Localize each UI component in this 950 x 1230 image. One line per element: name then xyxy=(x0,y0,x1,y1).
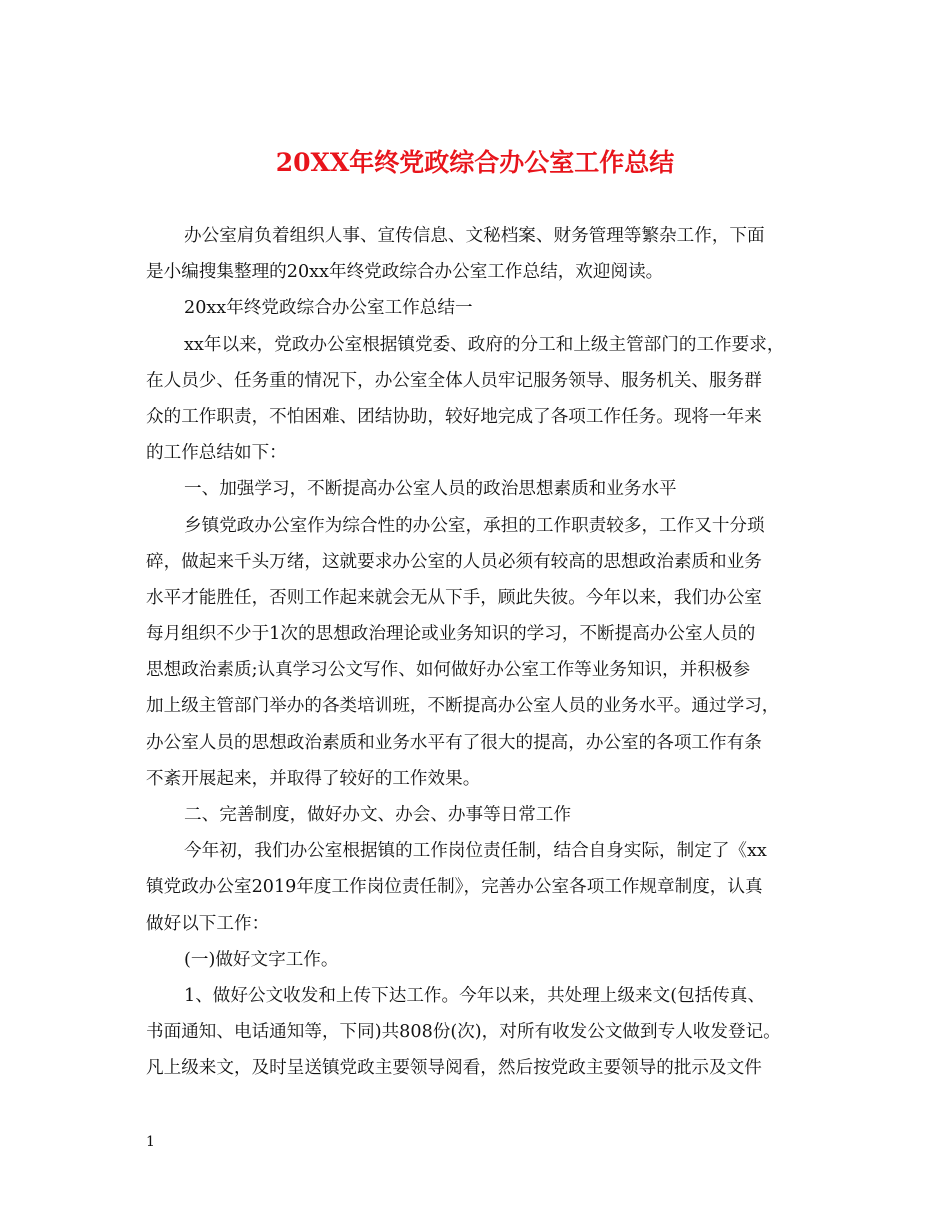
paragraph-line: 书面通知、电话通知等，下同)共808份(次)，对所有收发公文做到专人收发登记。 xyxy=(146,1022,781,1043)
paragraph-line: 今年初，我们办公室根据镇的工作岗位责任制，结合自身实际，制定了《xx xyxy=(184,841,767,862)
page-number: 1 xyxy=(146,1134,155,1150)
subsection-heading: (一)做好文字工作。 xyxy=(184,949,339,970)
paragraph-line: 每月组织不少于1次的思想政治理论或业务知识的学习，不断提高办公室人员的 xyxy=(146,624,756,645)
paragraph-line: 凡上级来文，及时呈送镇党政主要领导阅看，然后按党政主要领导的批示及文件 xyxy=(146,1058,762,1079)
paragraph-line: 镇党政办公室2019年度工作岗位责任制》，完善办公室各项工作规章制度，认真 xyxy=(146,877,763,898)
paragraph-line: 办公室肩负着组织人事、宣传信息、文秘档案、财务管理等繁杂工作，下面 xyxy=(184,226,765,246)
paragraph-line: xx年以来，党政办公室根据镇党委、政府的分工和上级主管部门的工作要求， xyxy=(184,334,785,355)
section-heading: 二、完善制度，做好办文、办会、办事等日常工作 xyxy=(184,805,572,825)
paragraph-line: 的工作总结如下： xyxy=(146,443,287,464)
paragraph-line: 水平才能胜任，否则工作起来就会无从下手，顾此失彼。今年以来，我们办公室 xyxy=(146,587,762,608)
paragraph-line: 是小编搜集整理的20xx年终党政综合办公室工作总结，欢迎阅读。 xyxy=(146,262,664,283)
paragraph-line: 做好以下工作： xyxy=(146,913,270,934)
paragraph-line: 碎，做起来千头万绪，这就要求办公室的人员必须有较高的思想政治素质和业务 xyxy=(146,551,762,572)
paragraph-line: 不紊开展起来，并取得了较好的工作效果。 xyxy=(146,768,481,789)
paragraph-line: 办公室人员的思想政治素质和业务水平有了很大的提高，办公室的各项工作有条 xyxy=(146,732,762,753)
document-body xyxy=(146,218,818,1087)
paragraph-line: 乡镇党政办公室作为综合性的办公室，承担的工作职责较多，工作又十分琐 xyxy=(184,515,765,536)
paragraph-line: 在人员少、任务重的情况下，办公室全体人员牢记服务领导、服务机关、服务群 xyxy=(146,370,762,391)
section-heading: 一、加强学习，不断提高办公室人员的政治思想素质和业务水平 xyxy=(184,479,677,500)
paragraph-line: 加上级主管部门举办的各类培训班，不断提高办公室人员的业务水平。通过学习， xyxy=(146,696,780,717)
section-heading: 20xx年终党政综合办公室工作总结一 xyxy=(184,298,473,319)
paragraph-line: 1、做好公文收发和上传下达工作。今年以来，共处理上级来文(包括传真、 xyxy=(184,985,766,1006)
document-title: 20XX年终党政综合办公室工作总结 xyxy=(275,148,675,177)
paragraph-line: 思想政治素质;认真学习公文写作、如何做好办公室工作等业务知识，并积极参 xyxy=(146,660,751,681)
paragraph-line: 众的工作职责，不怕困难、团结协助，较好地完成了各项工作任务。现将一年来 xyxy=(146,406,762,427)
